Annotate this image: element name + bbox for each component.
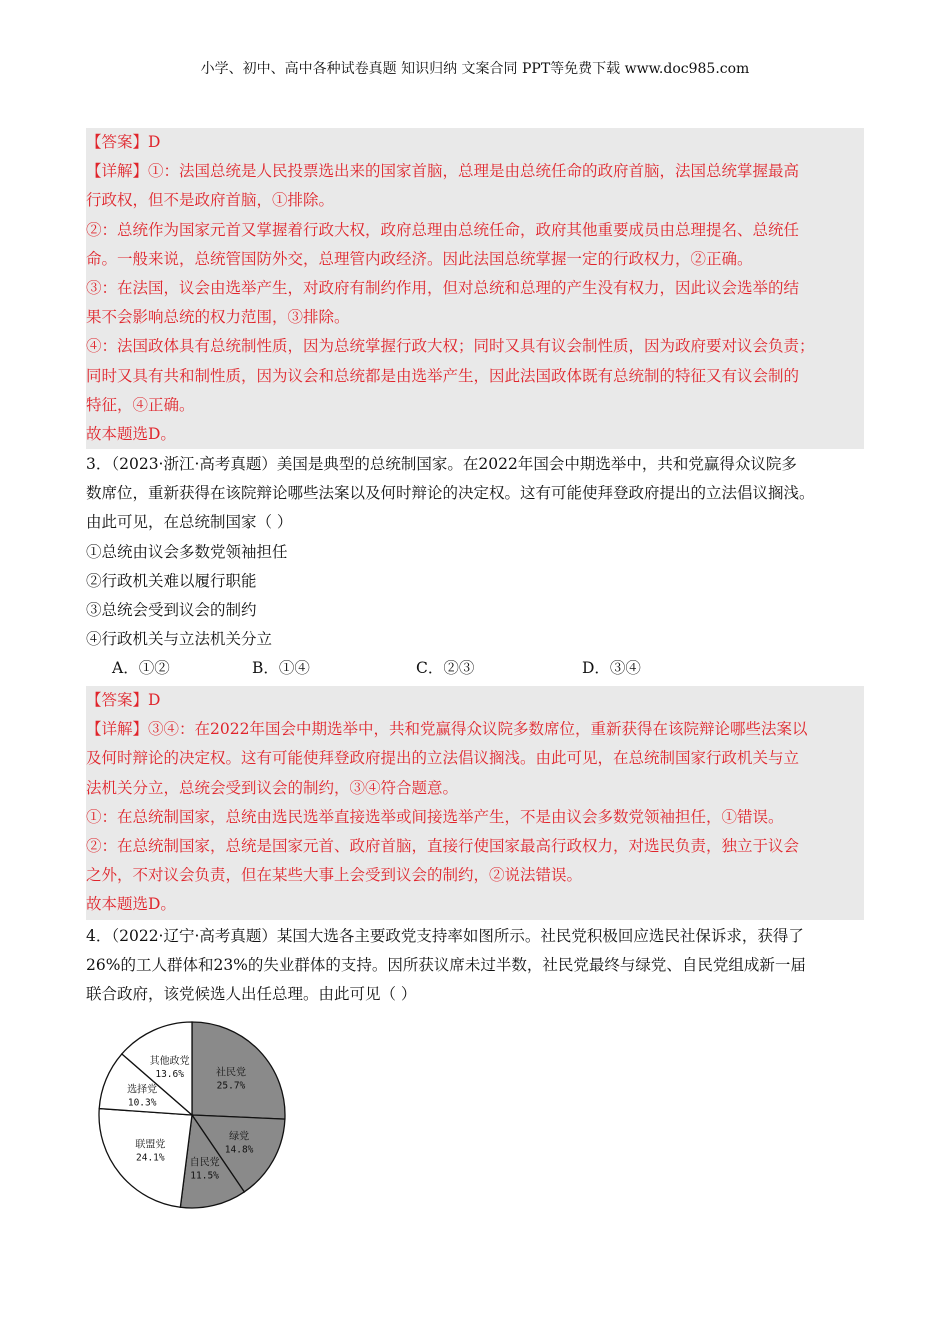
explanation-line: 【详解】③④：在2022年国会中期选举中，共和党赢得众议院多数席位，重新获得在该院辩论哪些法案以 <box>86 720 808 739</box>
party-support-pie-chart <box>92 1020 292 1220</box>
choice-item: ④行政机关与立法机关分立 <box>86 630 273 649</box>
explanation-line: 法机关分立，总统会受到议会的制约，③④符合题意。 <box>86 778 459 797</box>
explanation-line: 之外，不对议会负责，但在某些大事上会受到议会的制约，②说法错误。 <box>86 866 583 885</box>
pie-slice-label: 社民党 <box>215 1067 246 1079</box>
explanation-line: 行政权，但不是政府首脑，①排除。 <box>86 191 335 210</box>
explanation-line: ③：在法国，议会由选举产生，对政府有制约作用，但对总统和总理的产生没有权力，因此议会选举的结 <box>86 278 800 297</box>
explanation-line: 同时又具有共和制性质，因为议会和总统都是由选举产生，因此法国政体既有总统制的特征又有议会制的 <box>86 366 800 385</box>
pie-slice-label: 自民党 <box>189 1157 220 1169</box>
choice-item: ③总统会受到议会的制约 <box>86 600 257 619</box>
pie-slice-label: 其他政党 <box>149 1055 190 1067</box>
explanation-line: ①：在总统制国家，总统由选民选举直接选举或间接选举产生，不是由议会多数党领袖担任，①错误。 <box>86 807 784 826</box>
question-text-line: 联合政府，该党候选人出任总理。由此可见（ ） <box>86 985 417 1004</box>
choice-item: ②行政机关难以履行职能 <box>86 571 257 590</box>
question-3 <box>86 450 864 683</box>
answer-block-q3 <box>86 686 864 920</box>
explanation-line: 特征，④正确。 <box>86 395 195 414</box>
explanation-line: ②：在总统制国家，总统是国家元首、政府首脑，直接行使国家最高行政权力，对选民负责，独立于议会 <box>86 836 800 855</box>
pie-slice-label: 绿党 <box>229 1131 250 1143</box>
pie-slice-value: 24.1% <box>136 1152 165 1164</box>
explanation-line: ②：总统作为国家元首又掌握着行政大权，政府总理由总统任命，政府其他重要成员由总理提名、总统任 <box>86 220 800 239</box>
pie-slice-value: 25.7% <box>216 1080 246 1092</box>
pie-slice-label: 选择党 <box>127 1084 158 1096</box>
question-text-line: 26%的工人群体和23%的失业群体的支持。因所获议席未过半数，社民党最终与绿党、自民党组成新一届 <box>86 956 806 975</box>
explanation-line: 果不会影响总统的权力范围，③排除。 <box>86 308 350 327</box>
question-text-line: 数席位，重新获得在该院辩论哪些法案以及何时辩论的决定权。这有可能使拜登政府提出的立法倡议搁浅。 <box>86 484 815 503</box>
explanation-line: 命。一般来说，总统管国防外交，总理管内政经济。因此法国总统掌握一定的行政权力，②正确。 <box>86 249 753 268</box>
explanation-line: 【详解】①：法国总统是人民投票选出来的国家首脑，总理是由总统任命的政府首脑，法国总统掌握最高 <box>86 162 800 181</box>
conclusion-line: 故本题选D。 <box>86 424 176 443</box>
question-text-line: 由此可见，在总统制国家（ ） <box>86 513 293 532</box>
pie-slice-value: 10.3% <box>127 1097 157 1109</box>
pie-slice-label: 联盟党 <box>135 1139 166 1151</box>
question-text-line: 4．（2022·辽宁·高考真题）某国大选各主要政党支持率如图所示。社民党积极回应选民社保诉求，获得了 <box>86 927 804 945</box>
option-a: A．①② <box>112 659 170 678</box>
explanation-line: 及何时辩论的决定权。这有可能使拜登政府提出的立法倡议搁浅。由此可见，在总统制国家行政机关与立 <box>86 749 800 768</box>
answer-options <box>86 654 864 683</box>
conclusion-line: 故本题选D。 <box>86 895 176 914</box>
pie-slice-value: 13.6% <box>155 1068 184 1080</box>
pie-slice-value: 11.5% <box>190 1170 219 1182</box>
option-b: B．①④ <box>252 659 310 678</box>
explanation-line: ④：法国政体具有总统制性质，因为总统掌握行政大权；同时又具有议会制性质，因为政府要对议会负责； <box>86 337 815 356</box>
answer-block-q2 <box>86 128 864 449</box>
option-d: D．③④ <box>582 659 641 678</box>
question-4 <box>86 922 864 1010</box>
choice-item: ①总统由议会多数党领袖担任 <box>86 542 288 561</box>
page-header: 小学、初中、高中各种试卷真题 知识归纳 文案合同 PPT等免费下载 www.doc985.com <box>200 61 750 77</box>
answer-label: 【答案】D <box>86 133 161 151</box>
option-c: C．②③ <box>416 659 475 678</box>
pie-slice-value: 14.8% <box>224 1144 254 1156</box>
answer-label: 【答案】D <box>86 691 161 709</box>
question-text-line: 3．（2023·浙江·高考真题）美国是典型的总统制国家。在2022年国会中期选举中，共和党赢得众议院多 <box>86 455 797 473</box>
